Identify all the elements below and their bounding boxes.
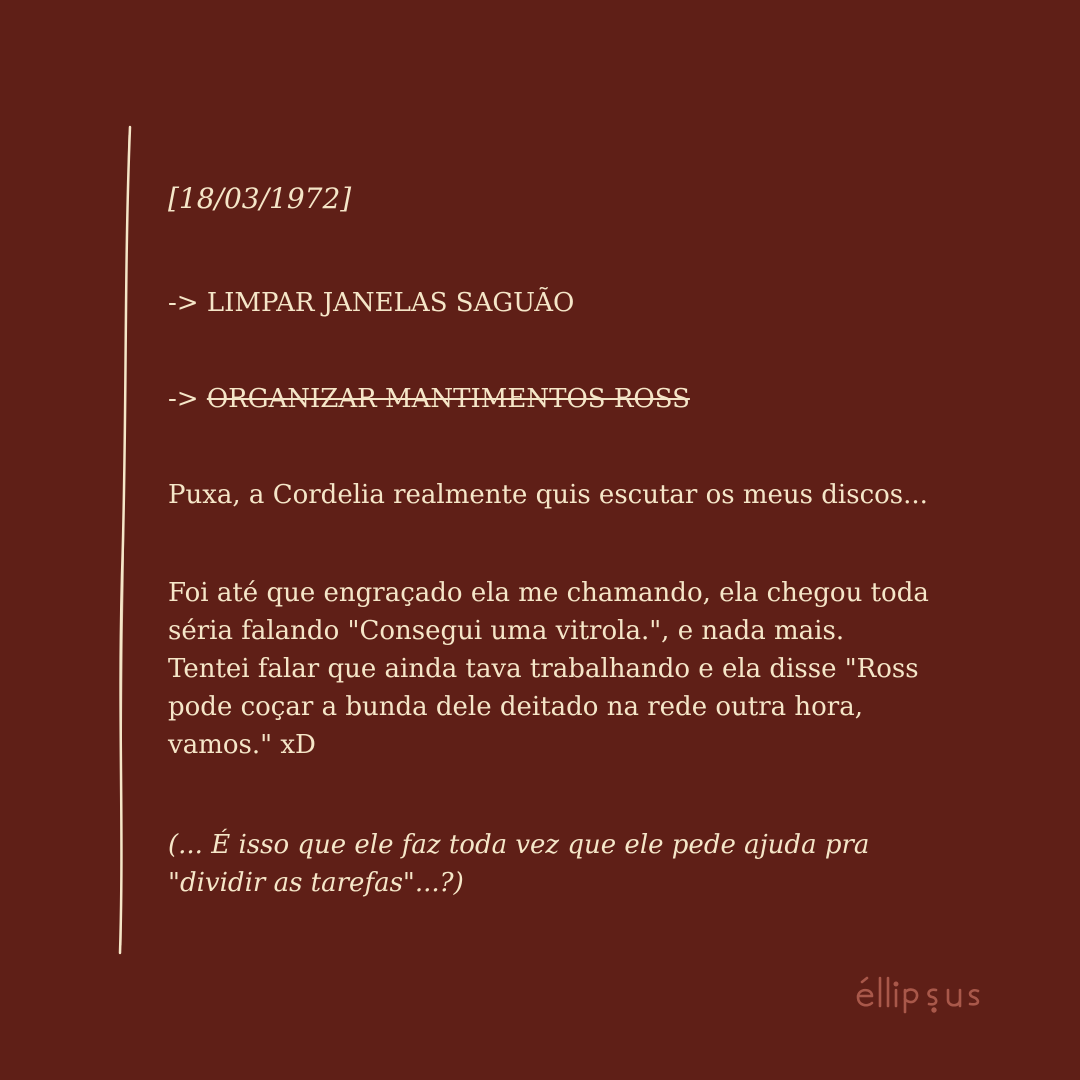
task-text: LIMPAR JANELAS SAGUÃO <box>206 288 575 318</box>
paragraph-line: vamos." xD <box>168 730 316 760</box>
entry-date: [18/03/1972] <box>168 182 352 215</box>
paragraph-3-italic <box>168 826 968 902</box>
task-text-strikethrough: ORGANIZAR MANTIMENTOS ROSS <box>206 384 690 414</box>
paragraph-line: pode coçar a bunda dele deitado na rede outra hora, <box>168 692 863 722</box>
paragraph-1 <box>168 476 968 514</box>
paragraph-line: Tentei falar que ainda tava trabalhando e ela disse "Ross <box>168 654 919 684</box>
ellipsus-logo <box>850 966 1010 1016</box>
task-item-2-done <box>168 380 968 418</box>
paragraph-line: séria falando "Consegui uma vitrola.", e nada mais. <box>168 616 845 646</box>
paragraph-line: Foi até que engraçado ela me chamando, ela chegou toda <box>168 578 929 608</box>
task-prefix: -> <box>168 384 207 414</box>
paragraph-line: "dividir as tarefas"...?) <box>168 868 464 898</box>
margin-line <box>110 125 140 955</box>
task-item-1 <box>168 284 968 322</box>
paragraph-line: (... É isso que ele faz toda vez que ele pede ajuda pra <box>168 830 870 860</box>
paragraph-line: Puxa, a Cordelia realmente quis escutar os meus discos... <box>168 480 928 510</box>
journal-content <box>168 180 968 958</box>
paragraph-2 <box>168 574 968 764</box>
task-prefix: -> <box>168 288 207 318</box>
